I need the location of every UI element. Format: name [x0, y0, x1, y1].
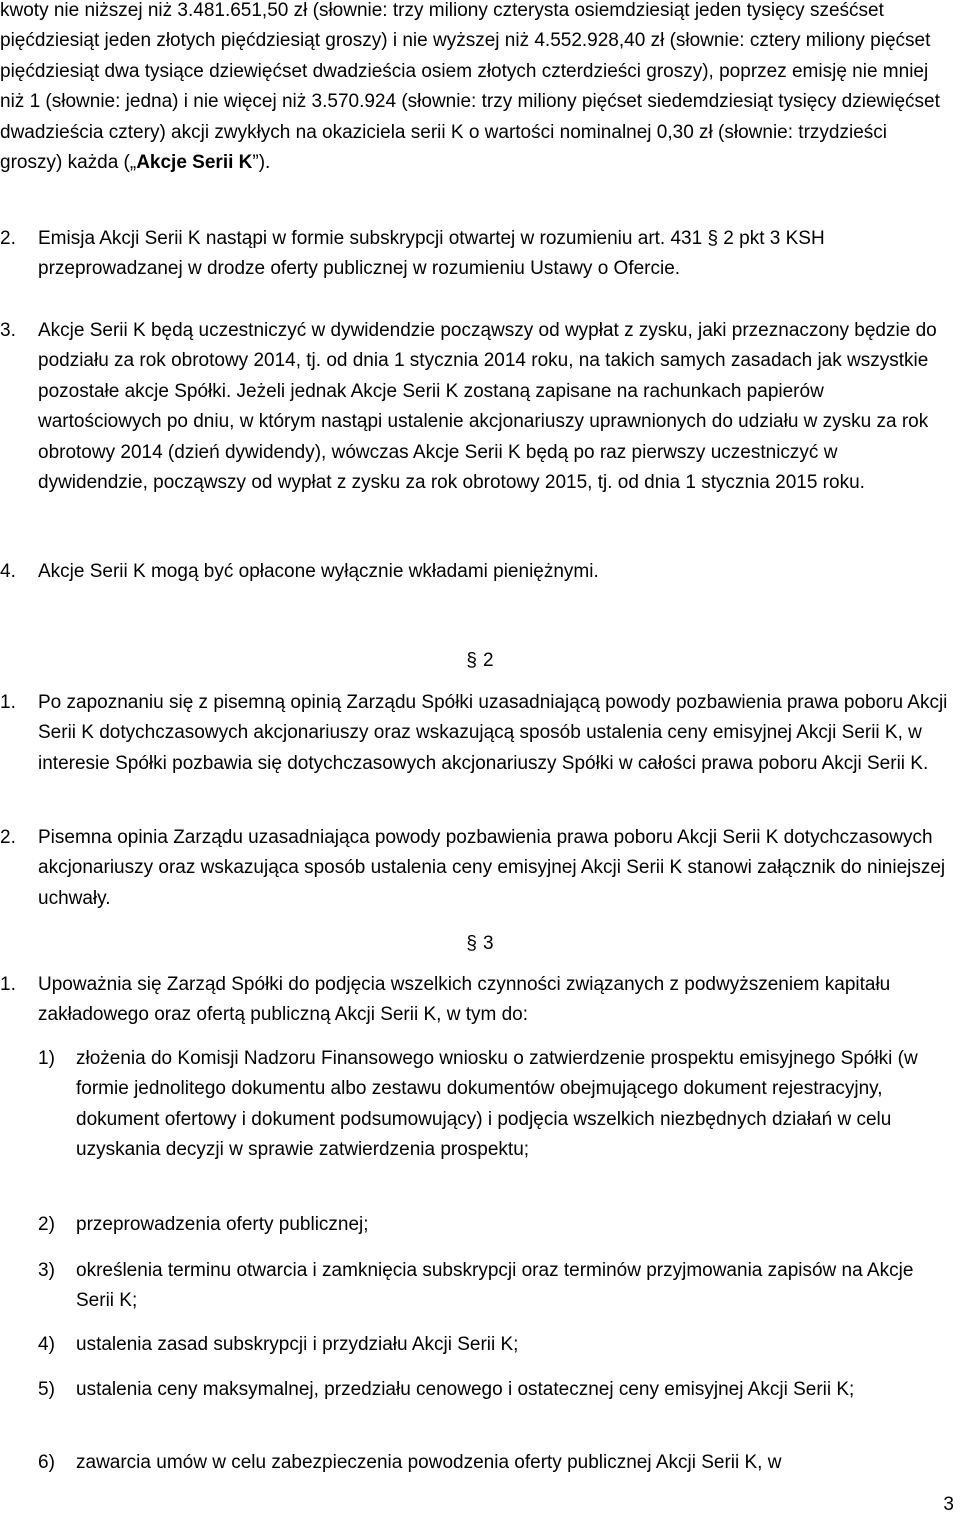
section-heading-2 — [0, 646, 960, 676]
paragraph-text: Pisemna opinia Zarządu uzasadniająca powody pozbawienia prawa poboru Akcji Serii K dotychczasowych akcjonariuszy oraz wskazująca sposób ustalenia ceny emisyjnej Akcji Serii K stanowi załącznik do niniejszej uchwały. — [38, 827, 946, 909]
paragraph-number: 1. — [0, 974, 16, 995]
section-number: 2 — [483, 650, 494, 671]
intro-quote-open: „ — [129, 152, 137, 174]
list-item-text: zawarcia umów w celu zabezpieczenia powodzenia oferty publicznej Akcji Serii K, w — [76, 1452, 782, 1473]
paragraph-text: Po zapoznaniu się z pisemną opinią Zarządu Spółki uzasadniającą powody pozbawienia prawa poboru Akcji Serii K dotychczasowych akcjonariuszy oraz wskazującą sposób ustalenia ceny emisyjnej Akcji Serii K, w interesie Spółki pozbawia się dotychczasowych akcjonariuszy Spółki w całości prawa poboru Akcji Serii K. — [38, 692, 948, 774]
intro-text: kwoty nie niższej niż 3.481.651,50 zł (słownie: trzy miliony czterysta osiemdziesiąt jeden tysięcy sześćset pięćdziesiąt jeden złotych pięćdziesiąt groszy) i nie wyższej niż 4.552.928,40 zł (słownie: cztery miliony pięćset pięćdziesiąt dwa tysiące dziewięćset dwadzieścia osiem złotych czterdzieści groszy), poprzez emisję nie mniej niż 1 (słownie: jedna) i nie więcej niż 3.570.924 (słownie: trzy miliony pięćset siedemdziesiąt tysięcy dziewięćset dwadzieścia cztery) akcji zwykłych na okaziciela serii K o wartości nominalnej 0,30 zł (słownie: trzydzieści groszy) każda ( — [0, 0, 940, 174]
paragraph-text: Akcje Serii K mogą być opłacone wyłącznie wkładami pieniężnymi. — [38, 561, 599, 582]
list-item-number: 1) — [38, 1048, 55, 1069]
paragraph-number: 1. — [0, 692, 16, 713]
list-item-number: 4) — [38, 1334, 55, 1355]
section-number: 3 — [483, 933, 494, 954]
list-item-text: ustalenia ceny maksymalnej, przedziału cenowego i ostatecznej ceny emisyjnej Akcji Serii K; — [76, 1379, 855, 1400]
list-item-number: 6) — [38, 1452, 55, 1473]
list-item-number: 3) — [38, 1260, 55, 1281]
paragraph-text: Upoważnia się Zarząd Spółki do podjęcia wszelkich czynności związanych z podwyższeniem kapitału zakładowego oraz ofertą publiczną Akcji Serii K, w tym do: — [38, 974, 891, 1026]
section-symbol: § — [466, 933, 477, 954]
list-item-text: ustalenia zasad subskrypcji i przydziału Akcji Serii K; — [76, 1334, 519, 1355]
list-item-number: 2) — [38, 1214, 55, 1235]
paragraph-number: 2. — [0, 827, 16, 848]
list-item-text: określenia terminu otwarcia i zamknięcia subskrypcji oraz terminów przyjmowania zapisów na Akcje Serii K; — [76, 1260, 914, 1312]
list-item-number: 5) — [38, 1379, 55, 1400]
section-heading-3 — [0, 929, 960, 959]
section-symbol: § — [466, 650, 477, 671]
defined-term: Akcje Serii K — [136, 152, 253, 174]
paragraph-text: Emisja Akcji Serii K nastąpi w formie subskrypcji otwartej w rozumieniu art. 431 § 2 pkt 3 KSH przeprowadzanej w drodze oferty publicznej w rozumieniu Ustawy o Ofercie. — [38, 228, 825, 280]
intro-quote-close: ”). — [252, 152, 271, 174]
page-number: 3 — [943, 1494, 954, 1515]
paragraph-number: 3. — [0, 320, 16, 341]
paragraph-number: 2. — [0, 228, 16, 249]
list-item-text: przeprowadzenia oferty publicznej; — [76, 1214, 369, 1235]
paragraph-number: 4. — [0, 561, 16, 582]
paragraph-text: Akcje Serii K będą uczestniczyć w dywidendzie począwszy od wypłat z zysku, jaki przeznaczony będzie do podziału za rok obrotowy 2014, tj. od dnia 1 stycznia 2014 roku, na takich samych zasadach jak wszystkie pozostałe akcje Spółki. Jeżeli jednak Akcje Serii K zostaną zapisane na rachunkach papierów wartościowych po dniu, w którym nastąpi ustalenie akcjonariuszy uprawnionych do udziału w zysku za rok obrotowy 2014 (dzień dywidendy), wówczas Akcje Serii K będą po raz pierwszy uczestniczyć w dywidendzie, począwszy od wypłat z zysku za rok obrotowy 2015, tj. od dnia 1 stycznia 2015 roku. — [38, 320, 937, 494]
list-item-text: złożenia do Komisji Nadzoru Finansowego wniosku o zatwierdzenie prospektu emisyjnego Spółki (w formie jednolitego dokumentu albo zestawu dokumentów obejmującego dokument rejestracyjny, dokument ofertowy i dokument podsumowujący) i podjęcia wszelkich niezbędnych działań w celu uzyskania decyzji w sprawie zatwierdzenia prospektu; — [76, 1048, 918, 1161]
intro-paragraph — [0, 0, 950, 178]
